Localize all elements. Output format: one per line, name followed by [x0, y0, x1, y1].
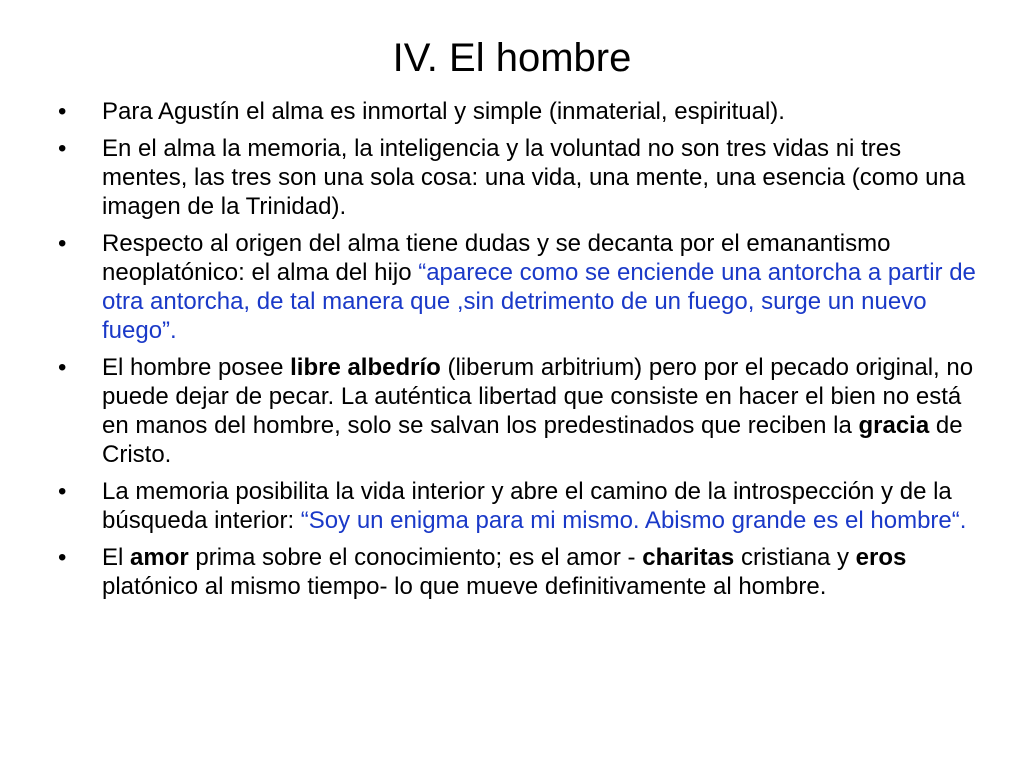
bullet-text: La memoria posibilita la vida interior y abre el camino de la introspección y de la búsqueda interior:: [102, 478, 952, 534]
bold-term-libre-albedrio: libre albedrío: [290, 354, 441, 381]
bullet-item-1: [58, 97, 978, 126]
bullet-text: Para Agustín el alma es inmortal y simple (inmaterial, espiritual).: [102, 98, 785, 125]
bold-term-charitas: charitas: [642, 544, 735, 571]
bullet-text: prima sobre el conocimiento; es el amor -: [188, 544, 643, 571]
bullet-marker: •: [58, 354, 67, 381]
bullet-text: platónico al mismo tiempo- lo que mueve definitivamente al hombre.: [102, 573, 827, 600]
bullet-marker: •: [58, 230, 67, 257]
bullet-text: En el alma la memoria, la inteligencia y la voluntad no son tres vidas ni tres mentes, las tres son una sola cosa: una vida, una mente, una esencia (como una imagen de la Trinidad).: [102, 135, 966, 220]
bullet-list: [58, 97, 978, 609]
slide-title: IV. El hombre: [392, 36, 632, 80]
quote-text: “Soy un enigma para mi mismo. Abismo grande es el hombre“.: [300, 507, 967, 534]
bullet-marker: •: [58, 478, 67, 505]
bullet-item-5: [58, 477, 978, 535]
bullet-text: de Cristo.: [102, 412, 963, 468]
bullet-text: El hombre posee: [102, 354, 291, 381]
bullet-item-6: [58, 543, 978, 601]
bold-term-amor: amor: [130, 544, 189, 571]
bold-term-gracia: gracia: [858, 412, 930, 439]
bullet-text: cristiana y: [734, 544, 856, 571]
bullet-text: El: [102, 544, 131, 571]
bullet-item-4: [58, 353, 978, 469]
bold-term-eros: eros: [855, 544, 907, 571]
quote-text: “aparece como se enciende una antorcha a partir de otra antorcha, de tal manera que ,sin detrimento de un fuego, surge un nuevo fuego”.: [102, 259, 976, 344]
bullet-marker: •: [58, 135, 67, 162]
bullet-text: (liberum arbitrium) pero por el pecado original, no puede dejar de pecar. La auténtica libertad que consiste en hacer el bien no está en manos del hombre, solo se salvan los predestinados que reciben la: [102, 354, 974, 439]
bullet-marker: •: [58, 544, 67, 571]
bullet-marker: •: [58, 98, 67, 125]
bullet-item-3: [58, 229, 978, 345]
bullet-item-2: [58, 134, 978, 221]
bullet-text: Respecto al origen del alma tiene dudas y se decanta por el emanantismo neoplatónico: el alma del hijo: [102, 230, 891, 286]
